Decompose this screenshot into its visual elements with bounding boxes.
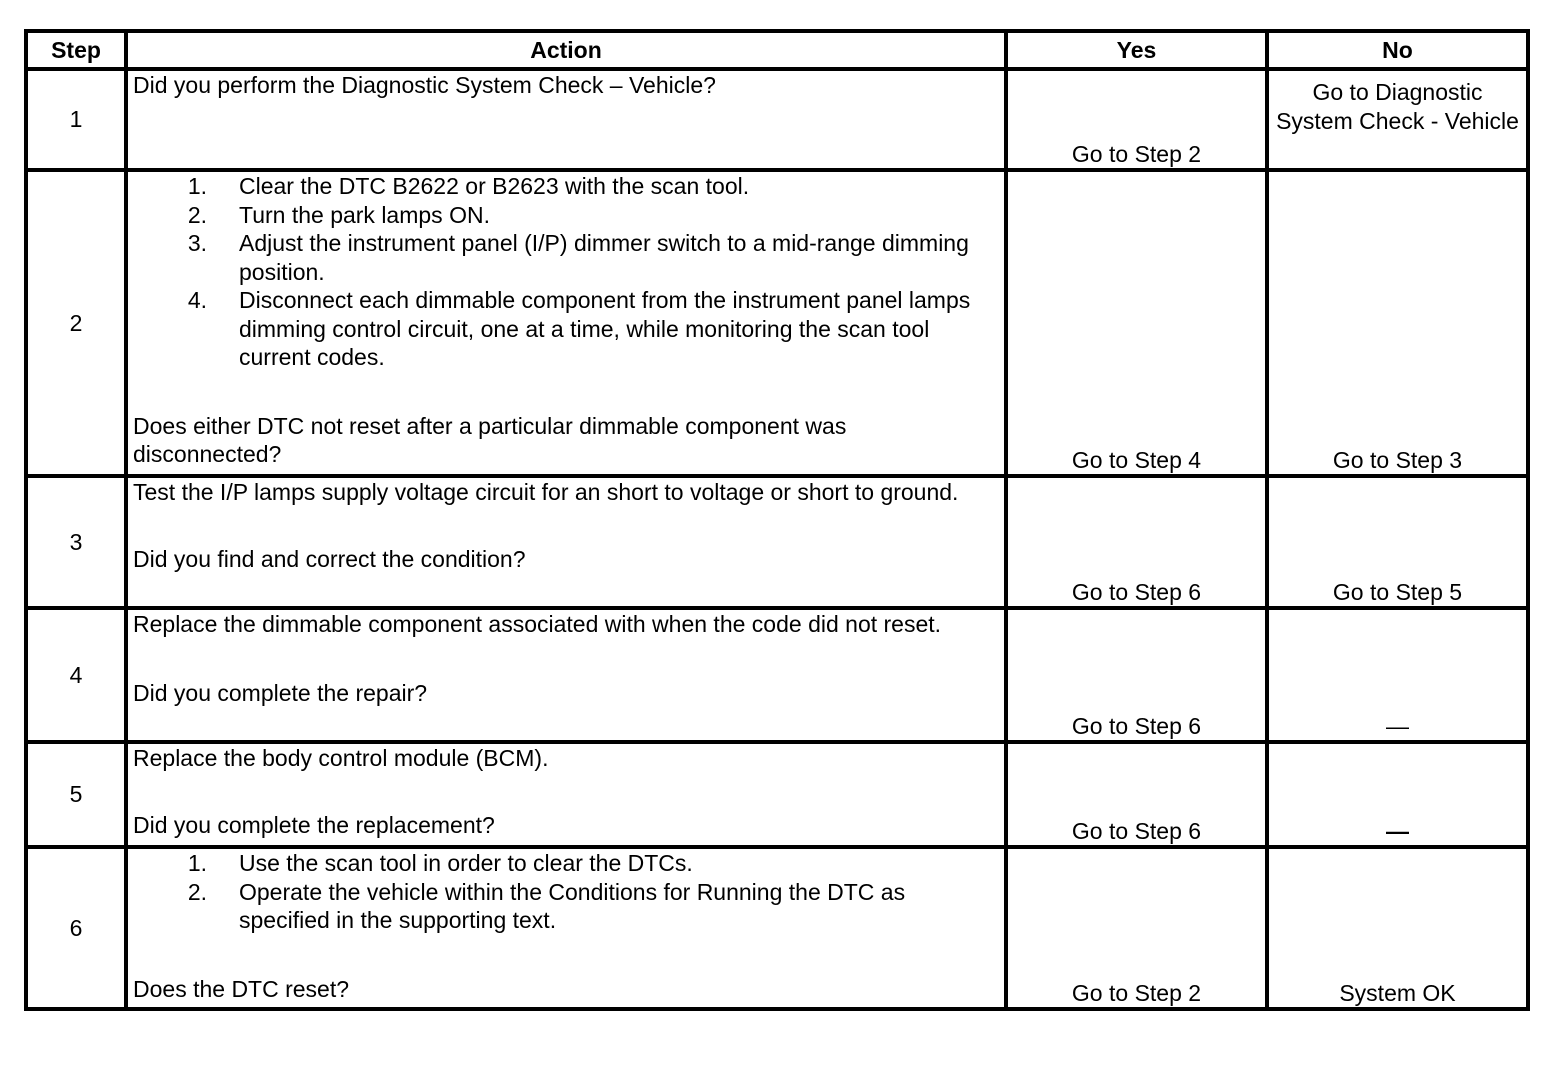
yes-cell: Go to Step 2 bbox=[1006, 69, 1267, 170]
list-item bbox=[181, 172, 999, 201]
list-item-text: Adjust the instrument panel (I/P) dimmer switch to a mid-range dimming position. bbox=[239, 230, 969, 285]
yes-cell: Go to Step 4 bbox=[1006, 170, 1267, 476]
step-number: 2 bbox=[26, 170, 126, 476]
action-cell bbox=[126, 476, 1006, 608]
action-question: Did you perform the Diagnostic System Check – Vehicle? bbox=[133, 72, 716, 98]
yes-cell: Go to Step 6 bbox=[1006, 742, 1267, 847]
action-text: Replace the dimmable component associated with when the code did not reset. bbox=[133, 611, 942, 637]
list-item bbox=[181, 201, 999, 230]
list-item-text: Turn the park lamps ON. bbox=[239, 201, 490, 228]
header-yes: Yes bbox=[1006, 31, 1267, 69]
action-question: Did you complete the replacement? bbox=[133, 811, 495, 838]
action-text: Replace the body control module (BCM). bbox=[133, 745, 549, 771]
action-list bbox=[133, 849, 999, 935]
table-row bbox=[26, 476, 1528, 608]
action-question: Did you complete the repair? bbox=[133, 679, 428, 706]
action-cell bbox=[126, 608, 1006, 742]
list-item bbox=[181, 878, 999, 935]
yes-cell: Go to Step 6 bbox=[1006, 476, 1267, 608]
no-cell bbox=[1267, 608, 1528, 742]
diagnostic-table bbox=[24, 29, 1530, 1011]
list-item bbox=[181, 229, 999, 286]
list-item-text: Disconnect each dimmable component from the instrument panel lamps dimming control circuit, one at a time, while monitoring the scan tool current codes. bbox=[239, 287, 971, 370]
no-dash: — bbox=[1386, 817, 1409, 844]
list-item bbox=[181, 849, 999, 878]
action-cell bbox=[126, 742, 1006, 847]
no-cell: Go to Diagnostic System Check - Vehicle bbox=[1267, 69, 1528, 170]
list-item-text: Clear the DTC B2622 or B2623 with the scan tool. bbox=[239, 173, 750, 199]
yes-cell: Go to Step 6 bbox=[1006, 608, 1267, 742]
header-step: Step bbox=[26, 31, 126, 69]
no-cell bbox=[1267, 742, 1528, 847]
action-cell bbox=[126, 69, 1006, 170]
header-no: No bbox=[1267, 31, 1528, 69]
step-number: 3 bbox=[26, 476, 126, 608]
no-dash: — bbox=[1386, 712, 1409, 739]
no-cell: Go to Step 3 bbox=[1267, 170, 1528, 476]
table-row bbox=[26, 69, 1528, 170]
step-number: 4 bbox=[26, 608, 126, 742]
list-item-number: 1. bbox=[187, 850, 207, 876]
action-list bbox=[133, 172, 999, 372]
list-item-number: 3. bbox=[187, 230, 207, 256]
no-cell: Go to Step 5 bbox=[1267, 476, 1528, 608]
list-item-number: 2. bbox=[187, 201, 207, 228]
step-number: 5 bbox=[26, 742, 126, 847]
yes-cell: Go to Step 2 bbox=[1006, 847, 1267, 1009]
action-question: Did you find and correct the condition? bbox=[133, 545, 526, 572]
table-row bbox=[26, 608, 1528, 742]
step-number: 6 bbox=[26, 847, 126, 1009]
table-row bbox=[26, 170, 1528, 476]
action-cell bbox=[126, 847, 1006, 1009]
header-row bbox=[26, 31, 1528, 69]
list-item bbox=[181, 286, 999, 372]
table-row bbox=[26, 742, 1528, 847]
list-item-text: Use the scan tool in order to clear the DTCs. bbox=[239, 850, 693, 876]
list-item-number: 1. bbox=[187, 173, 207, 199]
step-number: 1 bbox=[26, 69, 126, 170]
action-question: Does either DTC not reset after a particular dimmable component was disconnected? bbox=[133, 412, 847, 467]
list-item-number: 4. bbox=[187, 287, 207, 313]
table-row bbox=[26, 847, 1528, 1009]
action-question: Does the DTC reset? bbox=[133, 975, 350, 1002]
action-cell bbox=[126, 170, 1006, 476]
list-item-text: Operate the vehicle within the Conditions for Running the DTC as specified in the supporting text. bbox=[239, 878, 906, 933]
action-text: Test the I/P lamps supply voltage circuit for an short to voltage or short to ground. bbox=[133, 479, 959, 505]
no-cell: System OK bbox=[1267, 847, 1528, 1009]
header-action: Action bbox=[126, 31, 1006, 69]
list-item-number: 2. bbox=[187, 878, 207, 905]
